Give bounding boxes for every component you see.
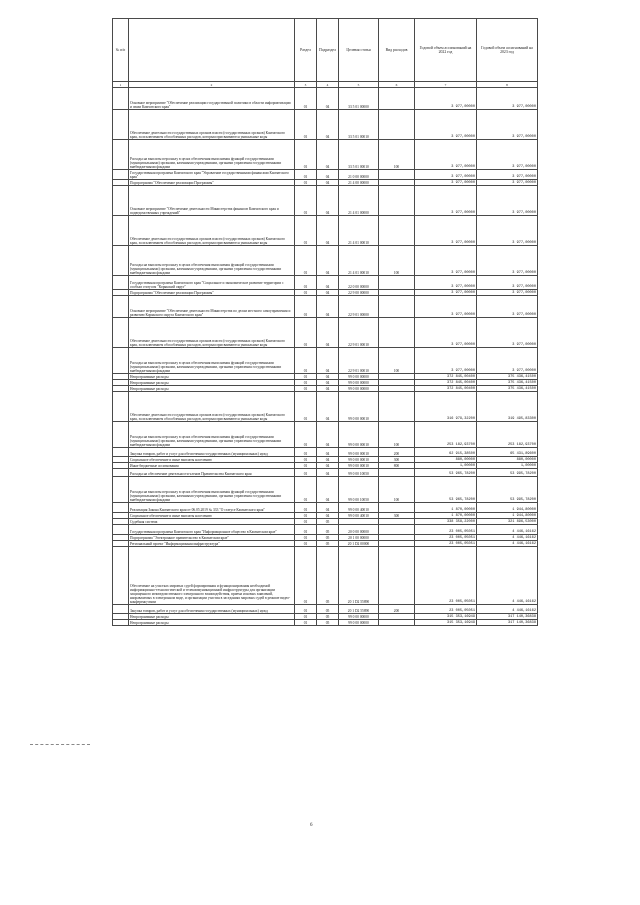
- name-cell: Государственная программа Камчатского края "Информационное общество в Камчатском крае": [129, 525, 295, 535]
- amount-2023-cell: 3 977,00000: [477, 140, 538, 170]
- podrazdel-cell: 04: [317, 386, 339, 392]
- razdel-cell: 01: [295, 503, 317, 513]
- target-article-cell: 21 4 01 00000: [339, 186, 379, 216]
- name-cell: Основное мероприятие "Обеспечение деятельности Министерства финансов Камчатского края и подведомственных учреждений": [129, 186, 295, 216]
- name-cell: Социальное обеспечение и иные выплаты населению: [129, 513, 295, 519]
- num-cell: [113, 503, 129, 513]
- amount-2022-cell: 315 353,16949: [415, 614, 477, 620]
- target-article-cell: 99 0 00 10050: [339, 477, 379, 503]
- column-number: 1: [113, 82, 129, 88]
- table-row: [113, 296, 538, 318]
- amount-2022-cell: 880,00000: [415, 457, 477, 463]
- amount-2022-cell: 3 977,00000: [415, 246, 477, 276]
- target-article-cell: 99 0 00 00010: [339, 422, 379, 448]
- num-cell: [113, 110, 129, 140]
- amount-2022-cell: 23 005,05051: [415, 547, 477, 605]
- expense-type-cell: [379, 620, 415, 626]
- table-row: [113, 422, 538, 448]
- target-article-cell: 20 1 D2 55890: [339, 547, 379, 605]
- name-cell: Непрограммные расходы: [129, 620, 295, 626]
- razdel-cell: 01: [295, 386, 317, 392]
- name-cell: Обеспечение деятельности государственных органов власти (государственных органов) Камчатского края, за исключением обособленных расходов, которым присваиваются уникальные коды: [129, 216, 295, 246]
- amount-2022-cell: 1,00000: [415, 463, 477, 469]
- amount-2022-cell: 3 977,00000: [415, 290, 477, 296]
- target-article-cell: 22 9 01 00010: [339, 348, 379, 374]
- expense-type-cell: [379, 318, 415, 348]
- podrazdel-cell: 05: [317, 541, 339, 547]
- amount-2023-cell: 3 977,00000: [477, 296, 538, 318]
- target-article-cell: 99 0 00 00000: [339, 380, 379, 386]
- num-cell: [113, 469, 129, 477]
- target-article-cell: 21 0 00 00000: [339, 170, 379, 180]
- table-row: [113, 276, 538, 290]
- podrazdel-cell: 05: [317, 614, 339, 620]
- expense-type-cell: 200: [379, 605, 415, 614]
- target-article-cell: 99 0 00 00000: [339, 620, 379, 626]
- table-header-row: [113, 19, 538, 82]
- podrazdel-cell: 04: [317, 513, 339, 519]
- razdel-cell: 01: [295, 186, 317, 216]
- expense-type-cell: 200: [379, 448, 415, 457]
- amount-2022-cell: 23 005,05051: [415, 605, 477, 614]
- num-cell: [113, 448, 129, 457]
- amount-2022-cell: 3 977,00000: [415, 88, 477, 110]
- table-row: [113, 547, 538, 605]
- name-cell: Основное мероприятие "Обеспечение деятельности Министерства по делам местного самоуправления и развитию Корякского округа Камчатского края": [129, 296, 295, 318]
- amount-2023-cell: 3 977,00000: [477, 170, 538, 180]
- razdel-cell: 01: [295, 318, 317, 348]
- podrazdel-cell: 05: [317, 535, 339, 541]
- target-article-cell: 99 0 00 00010: [339, 392, 379, 422]
- table-row: [113, 620, 538, 626]
- podrazdel-cell: 04: [317, 457, 339, 463]
- amount-2022-cell: 3 977,00000: [415, 170, 477, 180]
- amount-2023-cell: 880,00000: [477, 457, 538, 463]
- expense-type-cell: [379, 216, 415, 246]
- amount-2022-cell: 23 005,05051: [415, 535, 477, 541]
- podrazdel-cell: 04: [317, 170, 339, 180]
- target-article-cell: 99 0 00 00010: [339, 448, 379, 457]
- razdel-cell: 01: [295, 477, 317, 503]
- table-row: [113, 535, 538, 541]
- podrazdel-cell: 04: [317, 180, 339, 186]
- margin-dash-mark: [30, 744, 90, 745]
- amount-2022-cell: 316 979,32200: [415, 392, 477, 422]
- table-row: [113, 170, 538, 180]
- razdel-cell: 01: [295, 519, 317, 525]
- name-cell: Расходы на выплаты персоналу в целях обеспечения выполнения функций государственными (муниципальными) органами, казенными учреждениями, органами управления государственными внебюджетными фондами: [129, 140, 295, 170]
- amount-2023-cell: 3 977,00000: [477, 348, 538, 374]
- podrazdel-cell: 05: [317, 547, 339, 605]
- razdel-cell: 01: [295, 392, 317, 422]
- budget-table: [112, 18, 538, 626]
- podrazdel-cell: 04: [317, 503, 339, 513]
- name-cell: Региональный проект "Информационная инфраструктура": [129, 541, 295, 547]
- target-article-cell: 21 4 01 00010: [339, 216, 379, 246]
- table-row: [113, 180, 538, 186]
- amount-2023-cell: 53 995,78200: [477, 469, 538, 477]
- name-cell: Непрограммные расходы: [129, 386, 295, 392]
- expense-type-cell: [379, 276, 415, 290]
- num-cell: [113, 318, 129, 348]
- amount-2023-cell: 3 977,00000: [477, 290, 538, 296]
- razdel-cell: 01: [295, 180, 317, 186]
- target-article-cell: 20 0 00 00000: [339, 525, 379, 535]
- name-cell: Закупка товаров, работ и услуг для обеспечения государственных (муниципальных) нужд: [129, 448, 295, 457]
- amount-2023-cell: 4 446,16162: [477, 605, 538, 614]
- num-cell: [113, 170, 129, 180]
- razdel-cell: 01: [295, 374, 317, 380]
- podrazdel-cell: 04: [317, 290, 339, 296]
- num-cell: [113, 605, 129, 614]
- razdel-cell: 01: [295, 290, 317, 296]
- name-cell: Непрограммные расходы: [129, 614, 295, 620]
- name-cell: Иные бюджетные ассигнования: [129, 463, 295, 469]
- expense-type-cell: [379, 88, 415, 110]
- table-row: [113, 348, 538, 374]
- target-article-cell: 99 0 00 00000: [339, 614, 379, 620]
- table-body: [113, 88, 538, 626]
- amount-2023-cell: 4 446,16162: [477, 525, 538, 535]
- podrazdel-cell: 04: [317, 216, 339, 246]
- num-cell: [113, 477, 129, 503]
- table-row: [113, 448, 538, 457]
- num-cell: [113, 422, 129, 448]
- column-number: 4: [317, 82, 339, 88]
- table-row: [113, 605, 538, 614]
- name-cell: Обеспечение деятельности государственных органов власти (государственных органов) Камчатского края, за исключением обособленных расходов, которым присваиваются уникальные коды: [129, 318, 295, 348]
- podrazdel-cell: 04: [317, 276, 339, 290]
- target-article-cell: 99 0 00 10050: [339, 469, 379, 477]
- amount-2022-cell: 1 870,00000: [415, 513, 477, 519]
- table-row: [113, 110, 538, 140]
- header-amount-2023: Годовой объем ассигнований на 2023 год: [477, 19, 538, 82]
- amount-2023-cell: 1 944,80000: [477, 503, 538, 513]
- podrazdel-cell: 05: [317, 605, 339, 614]
- razdel-cell: 01: [295, 469, 317, 477]
- num-cell: [113, 140, 129, 170]
- target-article-cell: 99 0 00 40010: [339, 503, 379, 513]
- num-cell: [113, 348, 129, 374]
- table-row: [113, 469, 538, 477]
- num-cell: [113, 246, 129, 276]
- name-cell: Государственная программа Камчатского края "Социальное и экономическое развитие территории с особым статусом "Корякский округ": [129, 276, 295, 290]
- column-number: 8: [477, 82, 538, 88]
- name-cell: Обеспечение деятельности государственных органов власти (государственных органов) Камчатского края, за исключением обособленных расходов, которым присваиваются уникальные коды: [129, 392, 295, 422]
- page-number: 6: [310, 823, 313, 828]
- expense-type-cell: [379, 392, 415, 422]
- target-article-cell: 99 0 00 00010: [339, 463, 379, 469]
- num-cell: [113, 547, 129, 605]
- target-article-cell: 21 4 01 00010: [339, 246, 379, 276]
- amount-2022-cell: 3 977,00000: [415, 296, 477, 318]
- razdel-cell: 01: [295, 170, 317, 180]
- name-cell: Основное мероприятие "Обеспечение реализации государственной политики в области информатизации и связи Камчатского края": [129, 88, 295, 110]
- name-cell: Социальное обеспечение и иные выплаты населению: [129, 457, 295, 463]
- razdel-cell: 01: [295, 457, 317, 463]
- table-row: [113, 513, 538, 519]
- table-row: [113, 525, 538, 535]
- expense-type-cell: [379, 469, 415, 477]
- podrazdel-cell: 04: [317, 318, 339, 348]
- expense-type-cell: 100: [379, 140, 415, 170]
- target-article-cell: 99 0 00 00000: [339, 386, 379, 392]
- amount-2022-cell: 3 977,00000: [415, 348, 477, 374]
- column-number: 6: [379, 82, 415, 88]
- name-cell: Непрограммные расходы: [129, 374, 295, 380]
- column-number: 5: [339, 82, 379, 88]
- header-number: № п/п: [113, 19, 129, 82]
- expense-type-cell: [379, 186, 415, 216]
- expense-type-cell: 100: [379, 477, 415, 503]
- amount-2023-cell: 3 977,00000: [477, 88, 538, 110]
- num-cell: [113, 276, 129, 290]
- table-row: [113, 463, 538, 469]
- name-cell: Расходы на выплаты персоналу в целях обеспечения выполнения функций государственными (муниципальными) органами, казенными учреждениями, органами управления государственными внебюджетными фондами: [129, 422, 295, 448]
- amount-2022-cell: 53 965,78200: [415, 469, 477, 477]
- amount-2022-cell: 372 845,00400: [415, 380, 477, 386]
- amount-2022-cell: 23 005,05051: [415, 541, 477, 547]
- podrazdel-cell: 04: [317, 296, 339, 318]
- table-row: [113, 290, 538, 296]
- table-row: [113, 216, 538, 246]
- num-cell: [113, 392, 129, 422]
- num-cell: [113, 216, 129, 246]
- amount-2023-cell: 3 977,00000: [477, 246, 538, 276]
- podrazdel-cell: 04: [317, 186, 339, 216]
- razdel-cell: 01: [295, 614, 317, 620]
- razdel-cell: 01: [295, 140, 317, 170]
- amount-2023-cell: 3 977,00000: [477, 216, 538, 246]
- expense-type-cell: [379, 296, 415, 318]
- header-expense-type: Вид расходов: [379, 19, 415, 82]
- amount-2022-cell: 3 977,00000: [415, 276, 477, 290]
- name-cell: Закупка товаров, работ и услуг для обеспечения государственных (муниципальных) нужд: [129, 605, 295, 614]
- amount-2022-cell: 3 977,00000: [415, 318, 477, 348]
- name-cell: Судебная система: [129, 519, 295, 525]
- table-row: [113, 88, 538, 110]
- name-cell: Реализация Закона Камчатского края от 06.05.2019 № 333 "О статусе Камчатского края": [129, 503, 295, 513]
- expense-type-cell: 100: [379, 246, 415, 276]
- header-target-article: Целевая статья: [339, 19, 379, 82]
- name-cell: Подпрограмма "Обеспечение реализации Программы": [129, 180, 295, 186]
- table-row: [113, 140, 538, 170]
- column-number: 7: [415, 82, 477, 88]
- expense-type-cell: [379, 547, 415, 605]
- razdel-cell: 01: [295, 348, 317, 374]
- expense-type-cell: [379, 525, 415, 535]
- expense-type-cell: 300: [379, 513, 415, 519]
- table-row: [113, 246, 538, 276]
- amount-2023-cell: 319 495,83300: [477, 392, 538, 422]
- amount-2023-cell: 3 977,00000: [477, 180, 538, 186]
- podrazdel-cell: 04: [317, 448, 339, 457]
- amount-2022-cell: 372 845,00400: [415, 374, 477, 380]
- amount-2022-cell: 3 977,00000: [415, 180, 477, 186]
- razdel-cell: 01: [295, 525, 317, 535]
- amount-2023-cell: 65 431,89600: [477, 448, 538, 457]
- amount-2022-cell: 1 870,00000: [415, 503, 477, 513]
- amount-2023-cell: 4 446,16162: [477, 547, 538, 605]
- amount-2022-cell: 253 182,93700: [415, 422, 477, 448]
- amount-2022-cell: 372 845,00400: [415, 386, 477, 392]
- amount-2022-cell: 3 977,00000: [415, 216, 477, 246]
- target-article-cell: 99 0 00 40010: [339, 513, 379, 519]
- name-cell: Обеспечение деятельности государственных органов власти (государственных органов) Камчатского края, за исключением обособленных расходов, которым присваиваются уникальные коды: [129, 110, 295, 140]
- header-name: [129, 19, 295, 82]
- num-cell: [113, 525, 129, 535]
- amount-2022-cell: 62 915,38500: [415, 448, 477, 457]
- name-cell: Подпрограмма "Электронное правительство в Камчатском крае": [129, 535, 295, 541]
- podrazdel-cell: 04: [317, 140, 339, 170]
- header-amount-2022: Годовой объем ассигнований на 2022 год: [415, 19, 477, 82]
- target-article-cell: 20 1 D2 55890: [339, 605, 379, 614]
- amount-2023-cell: 3 977,00000: [477, 318, 538, 348]
- name-cell: Обеспечение на участках мировых судей формирования и функционирования необходимой информационно-технологической и телекоммуникационной инфраструктуры для организации защищенного межведомственного электронного взаимодействия, приема исковых заявлений, направляемых в электронном виде, и организации участия в заседаниях мировых судей в режиме видео-конференц-связи: [129, 547, 295, 605]
- table-row: [113, 186, 538, 216]
- expense-type-cell: [379, 503, 415, 513]
- target-article-cell: 22 9 01 00010: [339, 318, 379, 348]
- amount-2022-cell: 3 977,00000: [415, 110, 477, 140]
- name-cell: Подпрограмма "Обеспечение реализации Программы": [129, 290, 295, 296]
- razdel-cell: 01: [295, 110, 317, 140]
- razdel-cell: 01: [295, 541, 317, 547]
- budget-table-sheet: [112, 18, 537, 626]
- amount-2023-cell: 3 977,00000: [477, 110, 538, 140]
- expense-type-cell: [379, 170, 415, 180]
- podrazdel-cell: 04: [317, 477, 339, 503]
- podrazdel-cell: 04: [317, 110, 339, 140]
- podrazdel-cell: 04: [317, 422, 339, 448]
- amount-2022-cell: 23 005,05051: [415, 525, 477, 535]
- amount-2022-cell: 53 965,78200: [415, 477, 477, 503]
- amount-2023-cell: 375 436,41500: [477, 374, 538, 380]
- amount-2023-cell: 317 140,36838: [477, 620, 538, 626]
- target-article-cell: 33 5 01 00010: [339, 110, 379, 140]
- amount-2023-cell: 375 436,41500: [477, 386, 538, 392]
- razdel-cell: 01: [295, 380, 317, 386]
- target-article-cell: 22 9 00 00000: [339, 290, 379, 296]
- razdel-cell: 01: [295, 296, 317, 318]
- podrazdel-cell: 04: [317, 246, 339, 276]
- expense-type-cell: 100: [379, 422, 415, 448]
- target-article-cell: 33 5 01 00010: [339, 140, 379, 170]
- podrazdel-cell: 04: [317, 348, 339, 374]
- podrazdel-cell: 04: [317, 392, 339, 422]
- name-cell: Расходы на выплаты персоналу в целях обеспечения выполнения функций государственными (муниципальными) органами, казенными учреждениями, органами управления государственными внебюджетными фондами: [129, 477, 295, 503]
- amount-2023-cell: 253 182,93700: [477, 422, 538, 448]
- amount-2023-cell: 1 944,80000: [477, 513, 538, 519]
- table-row: [113, 457, 538, 463]
- razdel-cell: 01: [295, 605, 317, 614]
- target-article-cell: 22 9 01 00000: [339, 296, 379, 318]
- razdel-cell: 01: [295, 547, 317, 605]
- target-article-cell: 22 0 00 00000: [339, 276, 379, 290]
- amount-2022-cell: 338 358,22000: [415, 519, 477, 525]
- razdel-cell: 01: [295, 276, 317, 290]
- podrazdel-cell: 04: [317, 463, 339, 469]
- table-row: [113, 541, 538, 547]
- amount-2023-cell: 53 995,78200: [477, 477, 538, 503]
- expense-type-cell: 100: [379, 348, 415, 374]
- amount-2023-cell: 1,00000: [477, 463, 538, 469]
- podrazdel-cell: 04: [317, 88, 339, 110]
- podrazdel-cell: 05: [317, 525, 339, 535]
- table-row: [113, 318, 538, 348]
- table-row: [113, 392, 538, 422]
- amount-2023-cell: 3 977,00000: [477, 186, 538, 216]
- num-cell: [113, 296, 129, 318]
- podrazdel-cell: 04: [317, 380, 339, 386]
- amount-2023-cell: 4 446,16162: [477, 535, 538, 541]
- name-cell: Государственная программа Камчатского края "Управление государственными финансами Камчатского края": [129, 170, 295, 180]
- num-cell: [113, 620, 129, 626]
- amount-2022-cell: 3 977,00000: [415, 186, 477, 216]
- amount-2022-cell: 315 353,16949: [415, 620, 477, 626]
- name-cell: Расходы на выплаты персоналу в целях обеспечения выполнения функций государственными (муниципальными) органами, казенными учреждениями, органами управления государственными внебюджетными фондами: [129, 246, 295, 276]
- razdel-cell: 01: [295, 422, 317, 448]
- name-cell: Расходы на обеспечение деятельности членов Правительства Камчатского края: [129, 469, 295, 477]
- num-cell: [113, 88, 129, 110]
- amount-2022-cell: 3 977,00000: [415, 140, 477, 170]
- target-article-cell: 20 1 00 00000: [339, 535, 379, 541]
- target-article-cell: 99 0 00 00010: [339, 457, 379, 463]
- column-number: 3: [295, 82, 317, 88]
- table-row: [113, 477, 538, 503]
- target-article-cell: 20 1 D2 00000: [339, 541, 379, 547]
- target-article-cell: 99 0 00 00000: [339, 374, 379, 380]
- name-cell: Расходы на выплаты персоналу в целях обеспечения выполнения функций государственными (муниципальными) органами, казенными учреждениями, органами управления государственными внебюджетными фондами: [129, 348, 295, 374]
- razdel-cell: 01: [295, 246, 317, 276]
- podrazdel-cell: 05: [317, 620, 339, 626]
- expense-type-cell: 300: [379, 457, 415, 463]
- target-article-cell: 33 5 01 00000: [339, 88, 379, 110]
- razdel-cell: 01: [295, 88, 317, 110]
- table-row: [113, 503, 538, 513]
- podrazdel-cell: 04: [317, 469, 339, 477]
- amount-2023-cell: 4 446,16162: [477, 541, 538, 547]
- header-razdel: Раздел: [295, 19, 317, 82]
- amount-2023-cell: 317 140,36838: [477, 614, 538, 620]
- razdel-cell: 01: [295, 620, 317, 626]
- amount-2023-cell: 375 436,41500: [477, 380, 538, 386]
- expense-type-cell: 800: [379, 463, 415, 469]
- razdel-cell: 01: [295, 513, 317, 519]
- name-cell: Непрограммные расходы: [129, 380, 295, 386]
- razdel-cell: 01: [295, 216, 317, 246]
- expense-type-cell: [379, 110, 415, 140]
- amount-2023-cell: 3 977,00000: [477, 276, 538, 290]
- razdel-cell: 01: [295, 448, 317, 457]
- column-number: 2: [129, 82, 295, 88]
- podrazdel-cell: 04: [317, 374, 339, 380]
- razdel-cell: 01: [295, 463, 317, 469]
- header-podrazdel: Подраздел: [317, 19, 339, 82]
- razdel-cell: 01: [295, 535, 317, 541]
- amount-2023-cell: 321 896,53000: [477, 519, 538, 525]
- target-article-cell: 21 4 00 00000: [339, 180, 379, 186]
- num-cell: [113, 186, 129, 216]
- podrazdel-cell: 05: [317, 519, 339, 525]
